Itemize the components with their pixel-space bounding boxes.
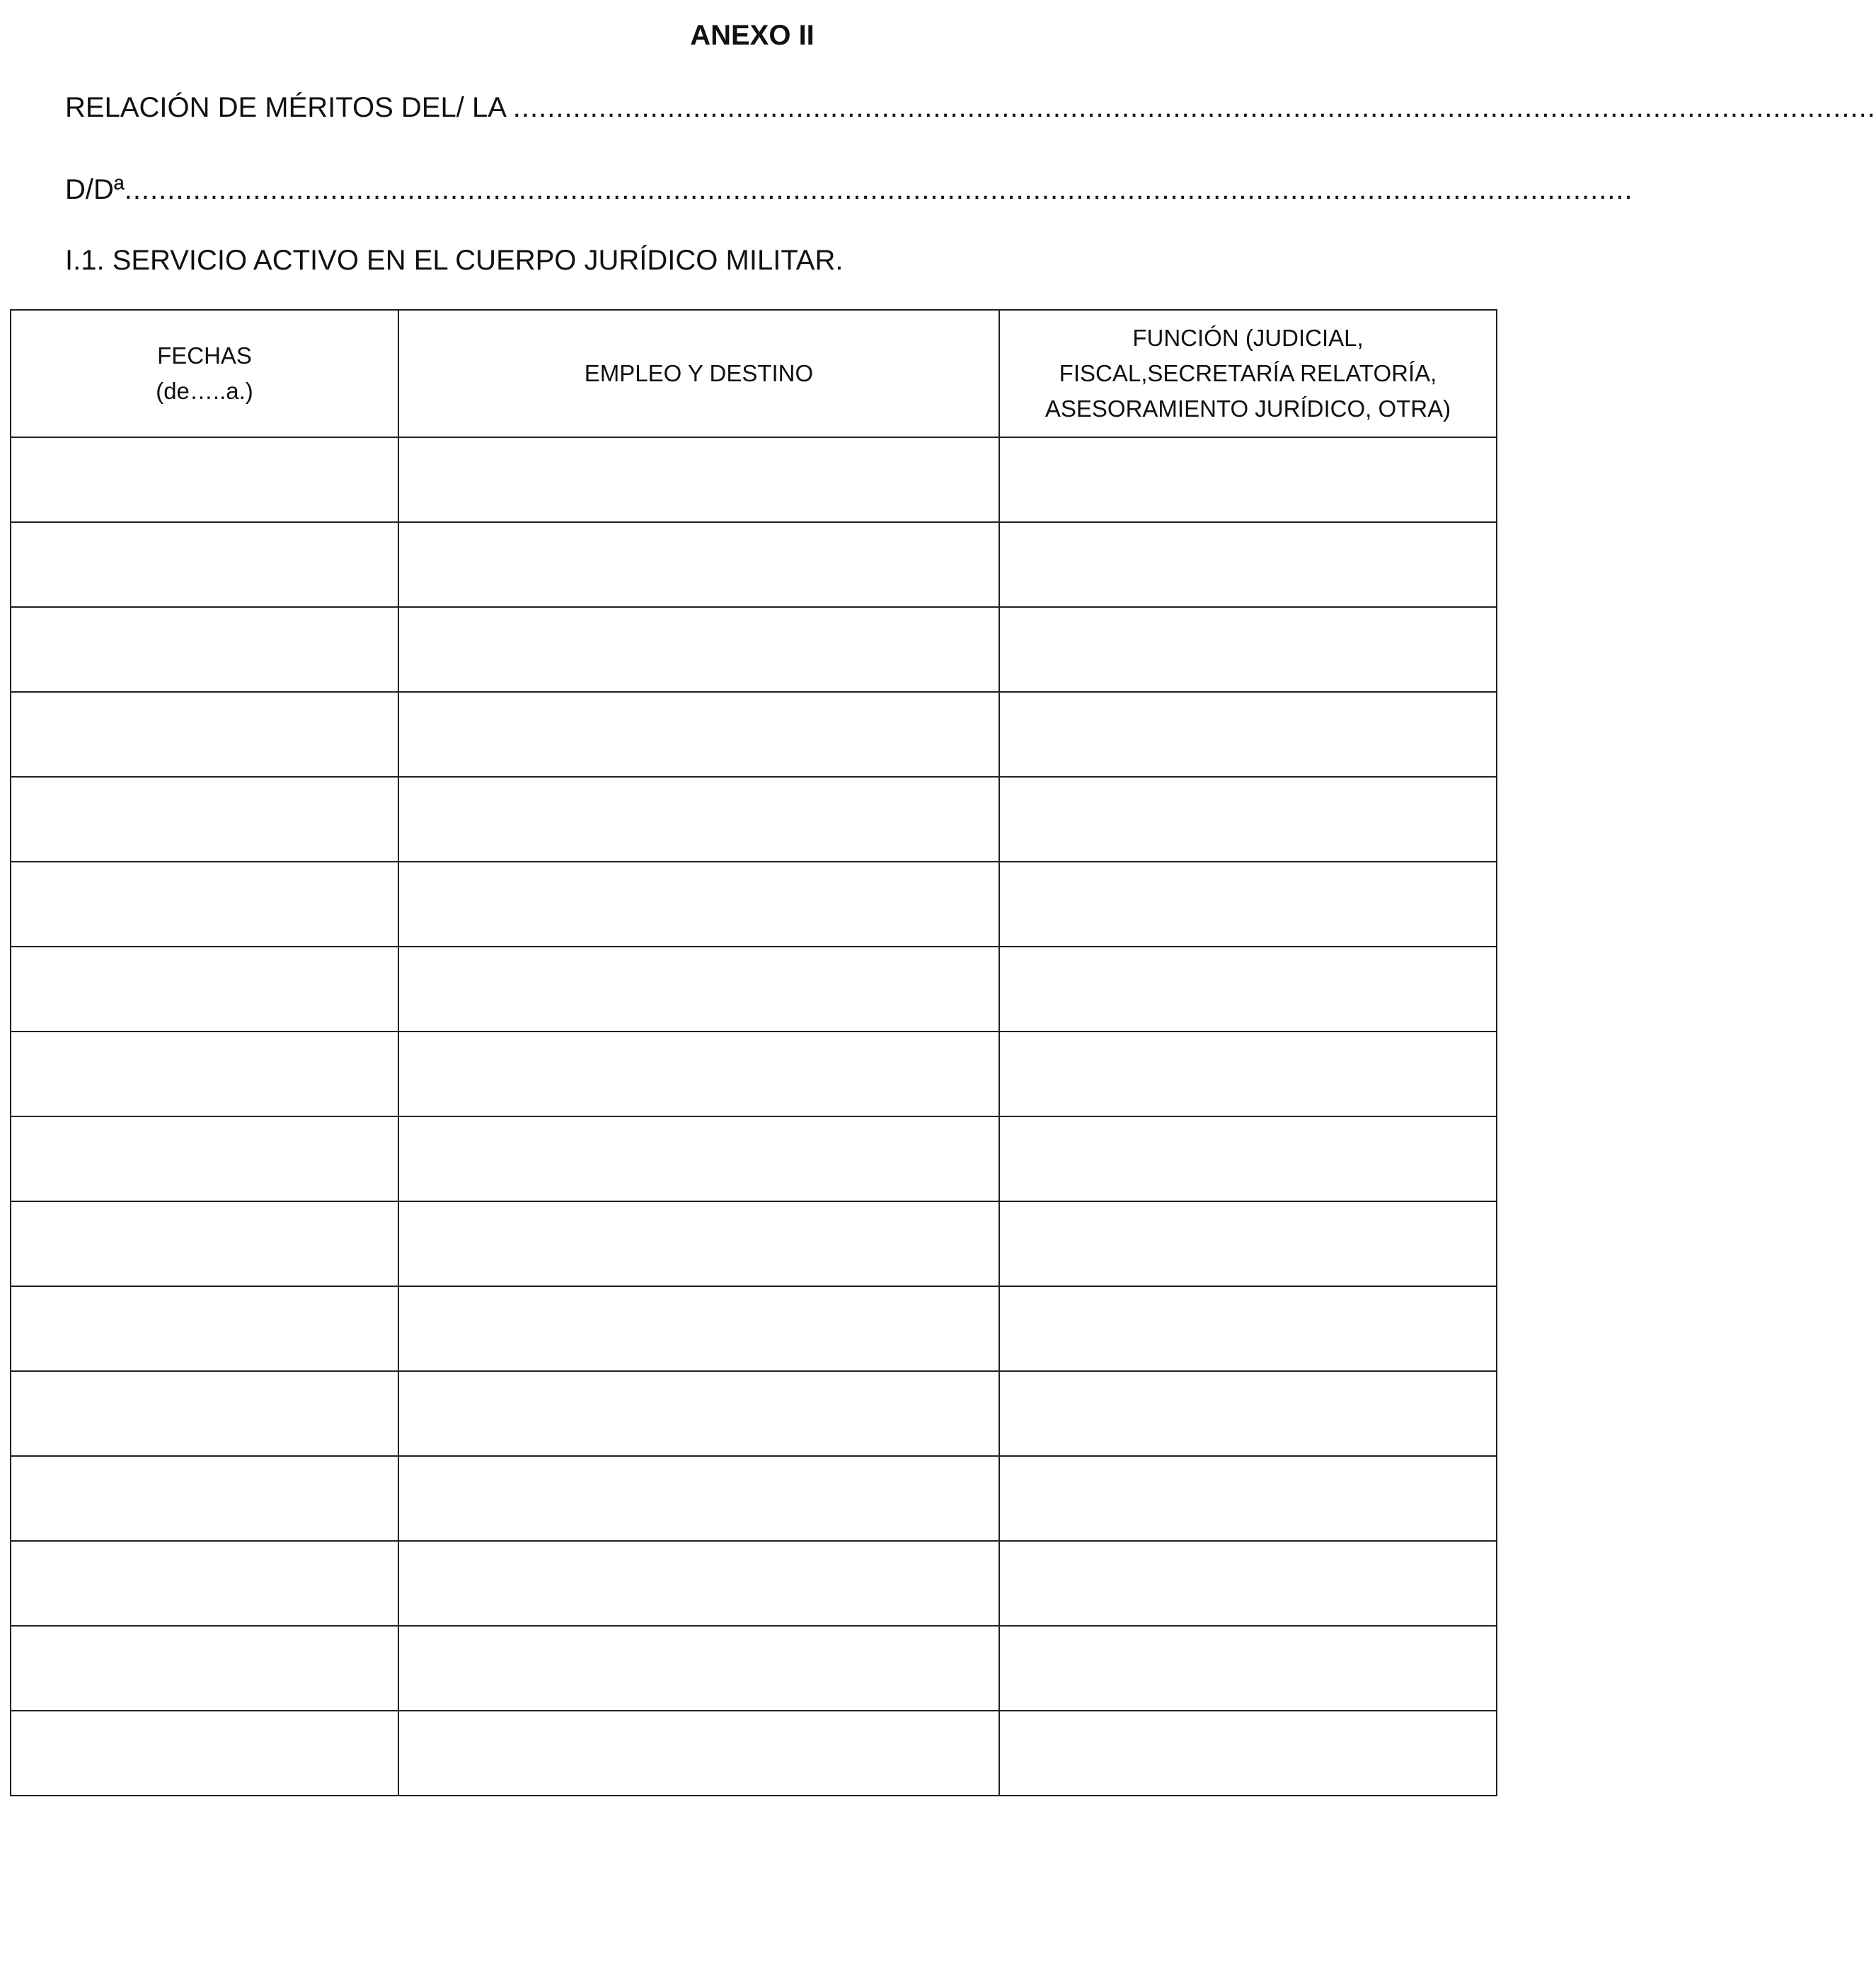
header-empleo-destino — [398, 310, 999, 437]
cell-empleo-destino[interactable] — [398, 777, 999, 862]
cell-funcion[interactable] — [999, 947, 1497, 1032]
cell-fechas[interactable] — [11, 1541, 398, 1626]
header-line: FISCAL,SECRETARÍA RELATORÍA, — [1059, 360, 1437, 386]
table-row — [11, 947, 1497, 1032]
cell-funcion[interactable] — [999, 777, 1497, 862]
table-row — [11, 437, 1497, 522]
cell-fechas[interactable] — [11, 1116, 398, 1201]
cell-fechas[interactable] — [11, 947, 398, 1032]
table-row — [11, 1541, 1497, 1626]
cell-funcion[interactable] — [999, 1201, 1497, 1286]
cell-empleo-destino[interactable] — [398, 1032, 999, 1116]
dda-line — [65, 170, 1633, 209]
cell-empleo-destino[interactable] — [398, 1371, 999, 1456]
document-title: ANEXO II — [690, 20, 815, 51]
header-line: FECHAS — [157, 342, 252, 369]
merits-table — [10, 309, 1497, 1796]
cell-funcion[interactable] — [999, 862, 1497, 947]
table-row — [11, 862, 1497, 947]
table-row — [11, 1711, 1497, 1796]
cell-empleo-destino[interactable] — [398, 1456, 999, 1541]
cell-funcion[interactable] — [999, 1286, 1497, 1371]
dda-fill-dots: ................................................................................................................................................................................ — [124, 174, 1633, 205]
cell-empleo-destino[interactable] — [398, 607, 999, 692]
cell-empleo-destino[interactable] — [398, 1541, 999, 1626]
relacion-fill-dots: ............................................................................................................................................................... — [512, 92, 1876, 123]
cell-empleo-destino[interactable] — [398, 1626, 999, 1711]
relacion-line — [65, 88, 1876, 127]
cell-empleo-destino[interactable] — [398, 947, 999, 1032]
table-row — [11, 1626, 1497, 1711]
cell-funcion[interactable] — [999, 1711, 1497, 1796]
table-row — [11, 1032, 1497, 1116]
dda-label: D/Dª — [65, 174, 125, 205]
cell-funcion[interactable] — [999, 1541, 1497, 1626]
cell-fechas[interactable] — [11, 437, 398, 522]
table-row — [11, 692, 1497, 777]
cell-funcion[interactable] — [999, 1626, 1497, 1711]
table-row — [11, 607, 1497, 692]
cell-fechas[interactable] — [11, 862, 398, 947]
table-body — [11, 437, 1497, 1796]
table-row — [11, 1371, 1497, 1456]
cell-fechas[interactable] — [11, 1032, 398, 1116]
table-header-row — [11, 310, 1497, 437]
cell-empleo-destino[interactable] — [398, 692, 999, 777]
cell-empleo-destino[interactable] — [398, 1286, 999, 1371]
cell-funcion[interactable] — [999, 522, 1497, 607]
section-heading: I.1. SERVICIO ACTIVO EN EL CUERPO JURÍDICO MILITAR. — [65, 245, 844, 276]
cell-fechas[interactable] — [11, 1456, 398, 1541]
cell-fechas[interactable] — [11, 1626, 398, 1711]
table-row — [11, 1456, 1497, 1541]
table-row — [11, 1286, 1497, 1371]
cell-funcion[interactable] — [999, 692, 1497, 777]
cell-fechas[interactable] — [11, 1371, 398, 1456]
table-row — [11, 1201, 1497, 1286]
cell-empleo-destino[interactable] — [398, 437, 999, 522]
cell-fechas[interactable] — [11, 1201, 398, 1286]
cell-fechas[interactable] — [11, 1286, 398, 1371]
cell-empleo-destino[interactable] — [398, 1201, 999, 1286]
header-line: ASESORAMIENTO JURÍDICO, OTRA) — [1045, 395, 1451, 422]
header-funcion — [999, 310, 1497, 437]
header-line: EMPLEO Y DESTINO — [584, 360, 814, 386]
cell-funcion[interactable] — [999, 1456, 1497, 1541]
header-line: (de…..a.) — [156, 378, 253, 404]
table-row — [11, 777, 1497, 862]
cell-empleo-destino[interactable] — [398, 862, 999, 947]
relacion-label: RELACIÓN DE MÉRITOS DEL/ LA — [65, 92, 513, 123]
cell-funcion[interactable] — [999, 1116, 1497, 1201]
header-fechas — [11, 310, 398, 437]
cell-empleo-destino[interactable] — [398, 522, 999, 607]
cell-empleo-destino[interactable] — [398, 1116, 999, 1201]
table-row — [11, 1116, 1497, 1201]
header-line: FUNCIÓN (JUDICIAL, — [1132, 325, 1364, 351]
cell-fechas[interactable] — [11, 522, 398, 607]
cell-empleo-destino[interactable] — [398, 1711, 999, 1796]
cell-fechas[interactable] — [11, 692, 398, 777]
table-row — [11, 522, 1497, 607]
cell-funcion[interactable] — [999, 437, 1497, 522]
cell-fechas[interactable] — [11, 1711, 398, 1796]
cell-fechas[interactable] — [11, 777, 398, 862]
cell-funcion[interactable] — [999, 1032, 1497, 1116]
cell-funcion[interactable] — [999, 607, 1497, 692]
cell-fechas[interactable] — [11, 607, 398, 692]
cell-funcion[interactable] — [999, 1371, 1497, 1456]
